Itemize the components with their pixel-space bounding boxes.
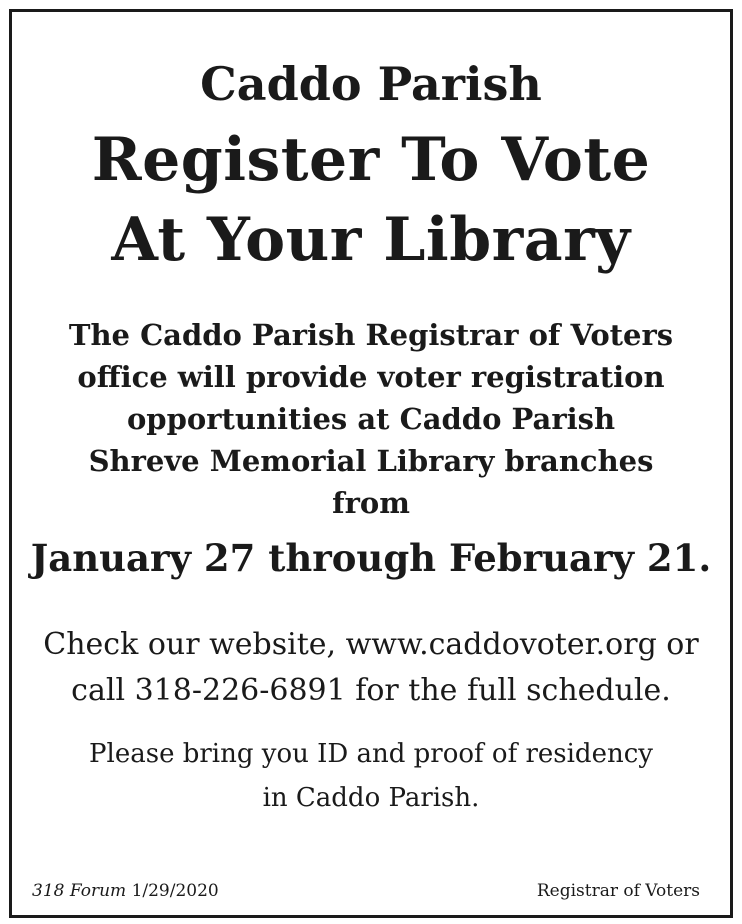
publication-credit: [32, 879, 219, 903]
ad-body-line: opportunities at Caddo Parish: [126, 402, 616, 436]
ad-id-line: Please bring you ID and proof of residency: [89, 739, 653, 769]
ad-body-line: Shreve Memorial Library branches: [88, 444, 654, 478]
sponsor-credit: Registrar of Voters: [536, 881, 700, 901]
ad-id-requirement: [12, 732, 730, 820]
ad-id-line: in Caddo Parish.: [262, 783, 480, 813]
ad-body: [12, 314, 730, 524]
ad-subtitle: Caddo Parish: [200, 57, 542, 111]
ad-body-line: office will provide voter registration: [77, 360, 665, 394]
ad-website-line: call 318-226-6891 for the full schedule.: [71, 673, 671, 708]
registration-ad: [9, 9, 733, 918]
ad-body-line: from: [332, 486, 410, 520]
publication-name: 318 Forum: [32, 881, 127, 901]
ad-title: [12, 120, 730, 280]
ad-title-line: At Your Library: [111, 205, 631, 275]
ad-website-info: [12, 622, 730, 714]
ad-dates: January 27 through February 21.: [30, 536, 712, 580]
publication-date: 1/29/2020: [131, 881, 219, 901]
ad-body-line: The Caddo Parish Registrar of Voters: [68, 318, 674, 352]
ad-website-line: Check our website, www.caddovoter.org or: [43, 627, 699, 662]
ad-title-line: Register To Vote: [91, 125, 651, 195]
